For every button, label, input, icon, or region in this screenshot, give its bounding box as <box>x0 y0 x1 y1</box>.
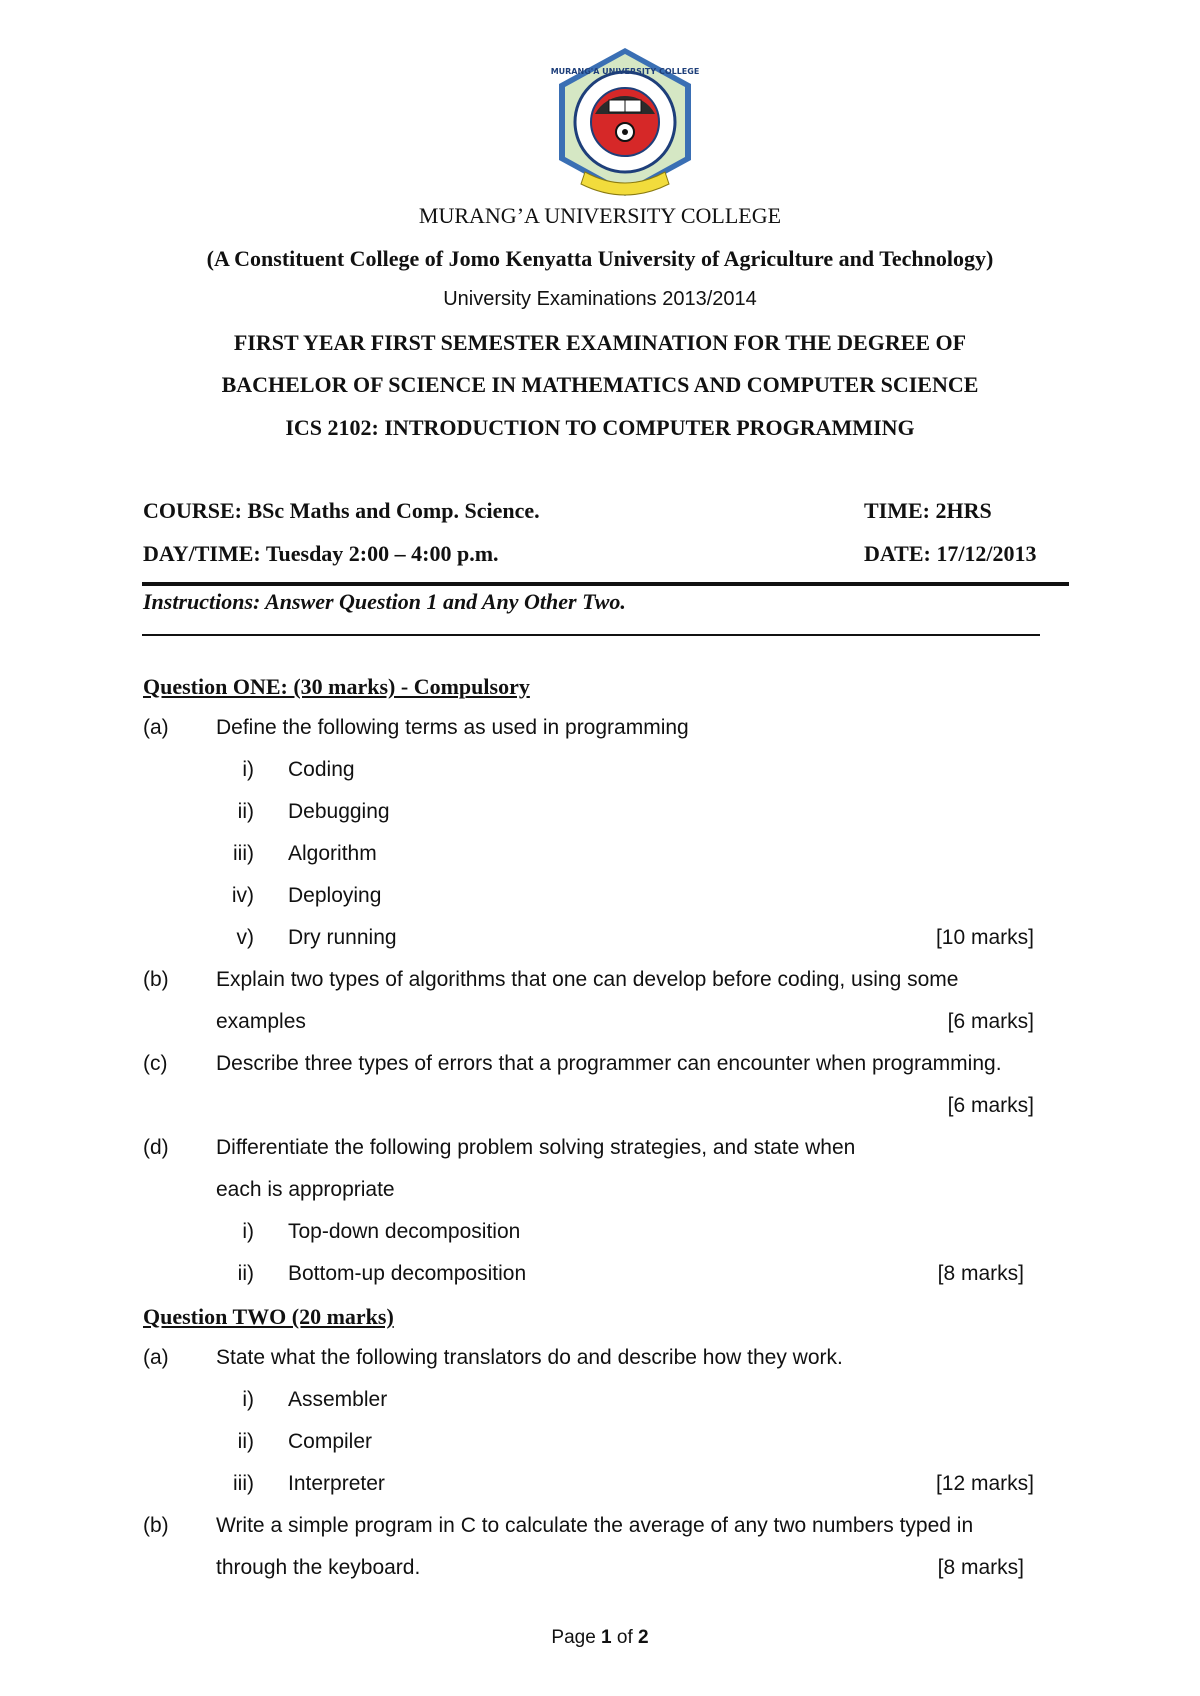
q1a-item-text: Algorithm <box>288 842 377 865</box>
q1b-text-line1: Explain two types of algorithms that one can develop before coding, using some <box>216 968 959 991</box>
q1c-label: (c) <box>143 1052 168 1075</box>
q2a-item-text: Assembler <box>288 1388 388 1411</box>
q2b-text-line1: Write a simple program in C to calculate the average of any two numbers typed in <box>216 1514 974 1537</box>
svg-text:MURANG'A UNIVERSITY COLLEGE: MURANG'A UNIVERSITY COLLEGE <box>550 67 700 76</box>
q2b-text-line2: through the keyboard. <box>216 1556 421 1579</box>
unit-title: ICS 2102: INTRODUCTION TO COMPUTER PROGRAMMING <box>285 415 915 440</box>
q1b-label: (b) <box>143 968 169 991</box>
page-of: of <box>611 1627 639 1648</box>
q1a-item-text: Deploying <box>288 884 382 907</box>
thick-divider <box>142 582 1069 586</box>
q2a-item-num: iii) <box>233 1472 254 1495</box>
university-logo <box>545 44 705 204</box>
q1a-text: Define the following terms as used in programming <box>216 716 689 739</box>
page-footer <box>0 1627 1200 1649</box>
question-one-title: Question ONE: (30 marks) - Compulsory <box>143 674 530 699</box>
q1a-item-num: iv) <box>231 884 254 907</box>
course-info: COURSE: BSc Maths and Comp. Science. <box>143 498 540 523</box>
q1a-item-num: i) <box>242 758 254 781</box>
q2a-marks: [12 marks] <box>935 1472 1034 1495</box>
q1b-text-line2: examples <box>216 1010 306 1033</box>
q1d-item-text: Bottom-up decomposition <box>288 1262 527 1285</box>
q2b-marks: [8 marks] <box>937 1556 1024 1579</box>
q1d-item-num: ii) <box>237 1262 254 1285</box>
institution-name: MURANG’A UNIVERSITY COLLEGE <box>418 203 782 228</box>
page-number: 1 <box>601 1627 612 1648</box>
q1a-item-text: Dry running <box>288 926 397 949</box>
instructions: Instructions: Answer Question 1 and Any Other Two. <box>143 589 626 614</box>
page-total: 2 <box>638 1627 649 1648</box>
q2a-text: State what the following translators do and describe how they work. <box>216 1346 843 1369</box>
q1d-label: (d) <box>143 1136 169 1159</box>
page-label: Page <box>551 1627 602 1648</box>
question-two-title: Question TWO (20 marks) <box>143 1304 394 1329</box>
q1a-item-text: Debugging <box>288 800 390 823</box>
q1d-marks: [8 marks] <box>937 1262 1024 1285</box>
q2a-label: (a) <box>143 1346 169 1369</box>
q1d-item-text: Top-down decomposition <box>288 1220 521 1243</box>
q2a-item-num: i) <box>242 1388 254 1411</box>
q1d-text-line2: each is appropriate <box>216 1178 395 1201</box>
q1a-item-num: v) <box>236 926 254 949</box>
q1d-text-line1: Differentiate the following problem solving strategies, and state when <box>216 1136 856 1159</box>
q1a-item-num: ii) <box>237 800 254 823</box>
date-info: DATE: 17/12/2013 <box>864 541 1037 566</box>
q2a-item-num: ii) <box>237 1430 254 1453</box>
q1a-marks: [10 marks] <box>935 926 1034 949</box>
q2a-item-text: Interpreter <box>288 1472 385 1495</box>
q1a-item-num: iii) <box>233 842 254 865</box>
q1c-text: Describe three types of errors that a programmer can encounter when programming. <box>216 1052 1002 1075</box>
q1d-item-num: i) <box>242 1220 254 1243</box>
time-info: TIME: 2HRS <box>864 498 992 523</box>
constituent-line: (A Constituent College of Jomo Kenyatta University of Agriculture and Technology) <box>206 246 994 271</box>
thin-divider <box>142 634 1040 636</box>
q1c-marks: [6 marks] <box>947 1094 1034 1117</box>
q2a-item-text: Compiler <box>288 1430 373 1453</box>
q1b-marks: [6 marks] <box>947 1010 1034 1033</box>
exam-title-line2: BACHELOR OF SCIENCE IN MATHEMATICS AND COMPUTER SCIENCE <box>221 372 979 397</box>
q2b-label: (b) <box>143 1514 169 1537</box>
exam-year: University Examinations 2013/2014 <box>443 288 757 310</box>
daytime-info: DAY/TIME: Tuesday 2:00 – 4:00 p.m. <box>143 541 499 566</box>
q1a-label: (a) <box>143 716 169 739</box>
exam-title-line1: FIRST YEAR FIRST SEMESTER EXAMINATION FOR THE DEGREE OF <box>233 330 967 355</box>
q1a-item-text: Coding <box>288 758 355 781</box>
